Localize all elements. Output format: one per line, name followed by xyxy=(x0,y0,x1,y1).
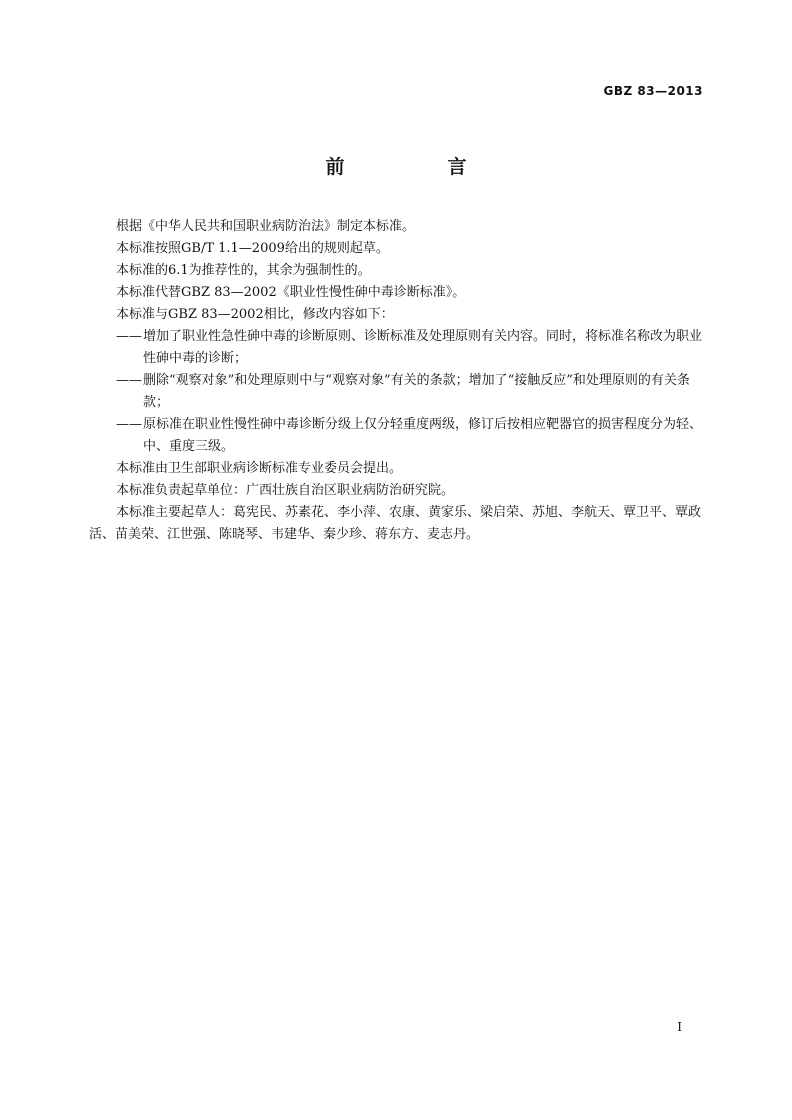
paragraph-drafters: 本标准主要起草人：葛宪民、苏素花、李小萍、农康、黄家乐、梁启荣、苏旭、李航天、覃卫平、覃政活、苗美荣、江世强、陈晓琴、韦建华、秦少珍、蒋东方、麦志丹。 xyxy=(89,505,702,542)
dash-marker: —— xyxy=(116,329,142,344)
change-item-text: 删除“观察对象”和处理原则中与“观察对象”有关的条款；增加了“接触反应”和处理原则的有关条款； xyxy=(143,373,690,410)
paragraph-replaces: 本标准代替GBZ 83—2002《职业性慢性砷中毒诊断标准》。 xyxy=(116,285,466,300)
change-item xyxy=(89,414,705,458)
paragraph-legal-basis: 根据《中华人民共和国职业病防治法》制定本标准。 xyxy=(116,219,416,234)
paragraph-drafting-unit: 本标准负责起草单位：广西壮族自治区职业病防治研究院。 xyxy=(116,483,455,498)
foreword-content xyxy=(89,216,705,546)
paragraph-proposer: 本标准由卫生部职业病诊断标准专业委员会提出。 xyxy=(116,461,403,476)
page-number: I xyxy=(677,1020,682,1034)
dash-marker: —— xyxy=(116,417,142,432)
change-item-text: 增加了职业性急性砷中毒的诊断原则、诊断标准及处理原则有关内容。同时，将标准名称改为职业性砷中毒的诊断； xyxy=(143,329,703,366)
change-item-text: 原标准在职业性慢性砷中毒诊断分级上仅分轻重度两级，修订后按相应靶器官的损害程度分为轻、中、重度三级。 xyxy=(143,417,703,454)
change-item xyxy=(89,326,705,370)
header-standard-code: GBZ 83—2013 xyxy=(603,84,703,98)
dash-marker: —— xyxy=(116,373,142,388)
page-title: 前 言 xyxy=(325,156,509,178)
paragraph-drafting-rules: 本标准按照GB/T 1.1—2009给出的规则起草。 xyxy=(116,241,389,256)
paragraph-recommended-clause: 本标准的6.1为推荐性的，其余为强制性的。 xyxy=(116,263,371,278)
change-item xyxy=(89,370,705,414)
paragraph-changes-intro: 本标准与GBZ 83—2002相比，修改内容如下： xyxy=(116,307,394,322)
